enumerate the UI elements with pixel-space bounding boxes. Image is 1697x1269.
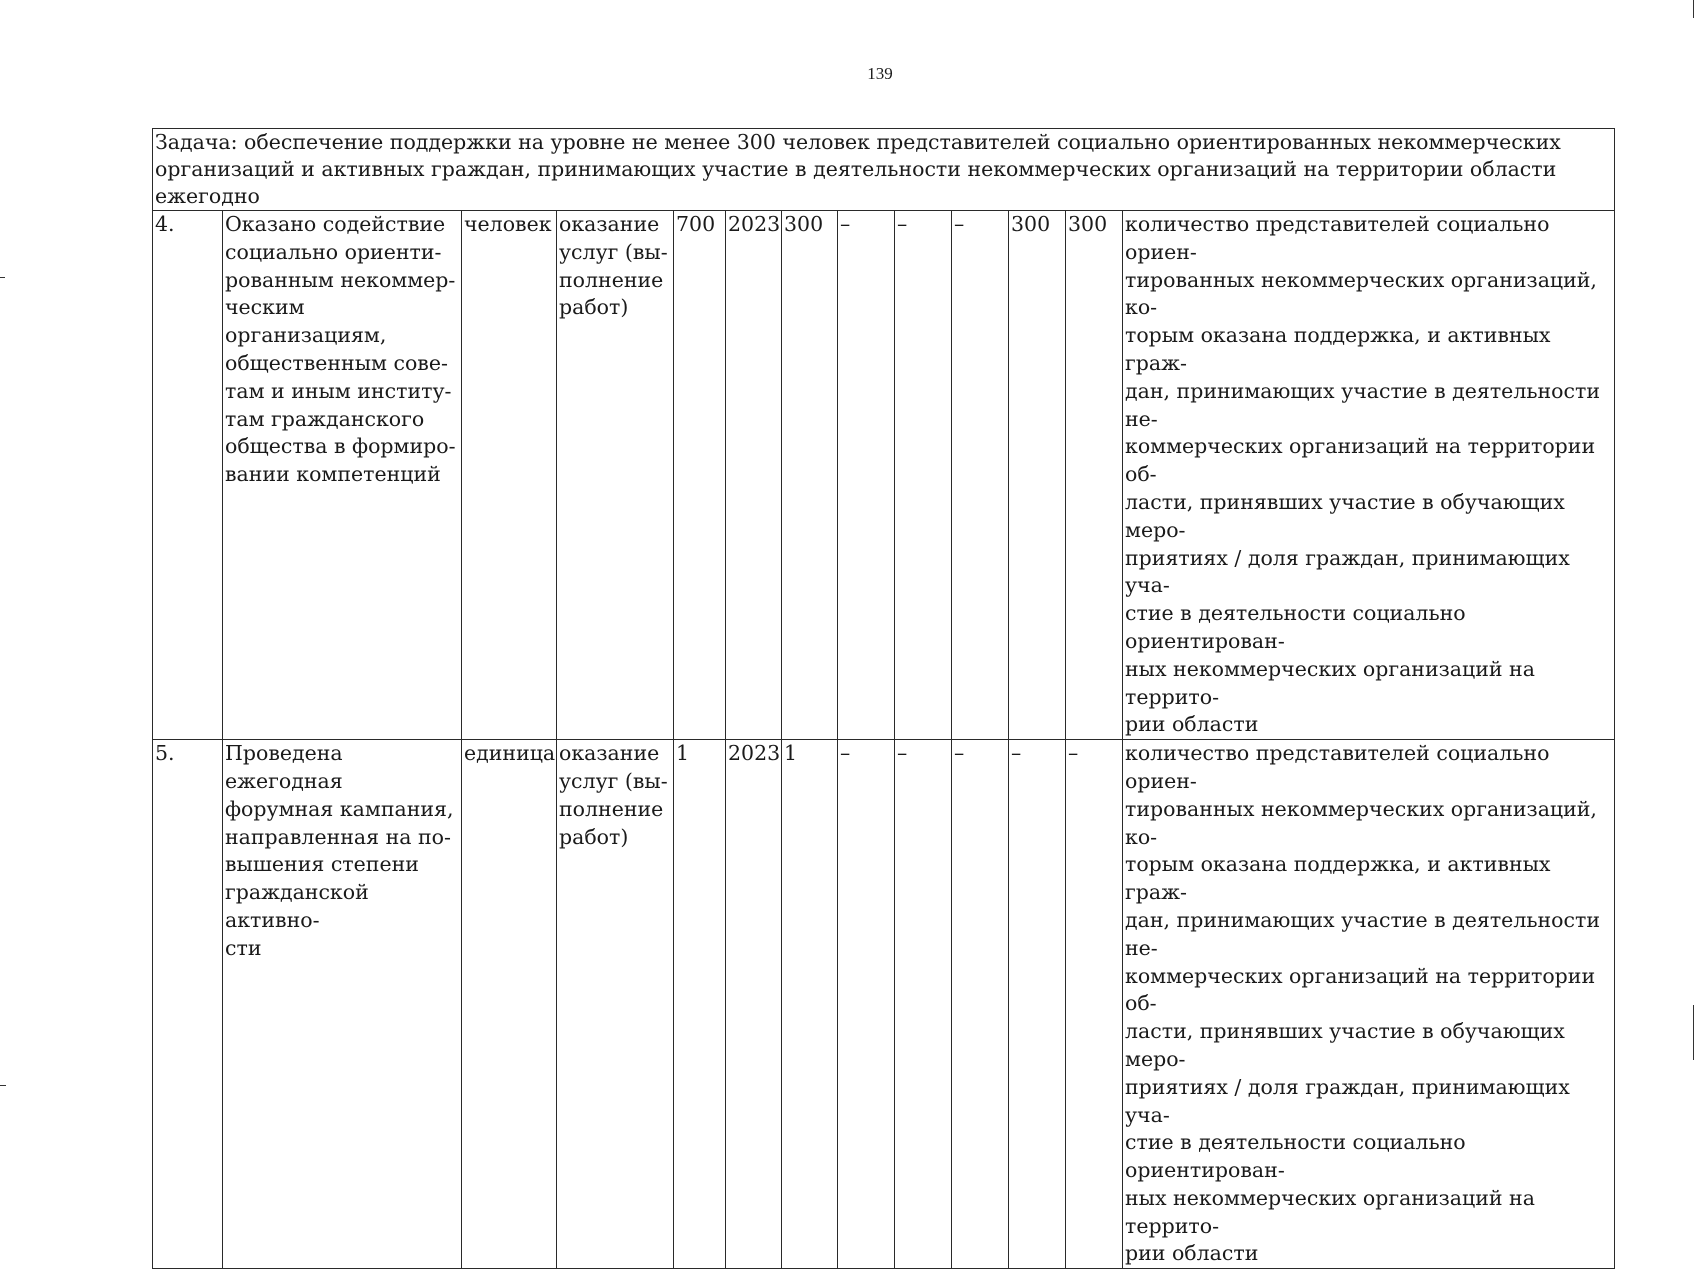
scan-mark [0, 277, 5, 278]
value-cell-1: 300 [782, 211, 838, 740]
base-value-cell: 1 [674, 740, 726, 1269]
unit-cell: человек [462, 211, 557, 740]
table-row [153, 740, 1615, 1269]
value-cell-5: 300 [1009, 211, 1066, 740]
value-cell-6: 300 [1066, 211, 1123, 740]
value-cell-2: – [838, 211, 895, 740]
indicators-table [152, 128, 1615, 1269]
description-text: количество представителей социально ориен- тированных некоммерческих организаций, ко- торым оказана поддержка, и активных граж- дан, принимающих участие в деятельности не- коммерческих организаций на территории об- ласти, принявших участие в обучающих меро- приятиях / доля граждан, принимающих уча- стие в деятельности социально ориентирован- ных некоммерческих организаций на террито- рии области [1123, 211, 1615, 740]
result-text: Оказано содействие социально ориенти- рованным некоммер- ческим организациям, общественным сове- там и иным институ- там гражданского общества в формиро- вании компетенций [223, 211, 462, 740]
result-text: Проведена ежегодная форумная кампания, направленная на по- вышения степени гражданской активно- сти [223, 740, 462, 1269]
base-year-cell: 2023 [726, 740, 782, 1269]
value-cell-1: 1 [782, 740, 838, 1269]
value-cell-2: – [838, 740, 895, 1269]
value-cell-5: – [1009, 740, 1066, 1269]
value-cell-4: – [952, 211, 1009, 740]
task-text: Задача: обеспечение поддержки на уровне не менее 300 человек представителей социально ориентированных некоммерческих организаций и активных граждан, принимающих участие в деятельности некоммерческих организаций на территории области ежегодно [153, 129, 1615, 211]
value-cell-6: – [1066, 740, 1123, 1269]
table-row [153, 211, 1615, 740]
unit-cell: единица [462, 740, 557, 1269]
base-value-cell: 700 [674, 211, 726, 740]
row-number: 4. [153, 211, 223, 740]
page-number: 139 [867, 64, 893, 83]
base-year-cell: 2023 [726, 211, 782, 740]
scan-mark [0, 1085, 6, 1086]
row-number: 5. [153, 740, 223, 1269]
description-text: количество представителей социально ориен- тированных некоммерческих организаций, ко- торым оказана поддержка, и активных граж- дан, принимающих участие в деятельности не- коммерческих организаций на территории об- ласти, принявших участие в обучающих меро- приятиях / доля граждан, принимающих уча- стие в деятельности социально ориентирован- ных некоммерческих организаций на террито- рии области [1123, 740, 1615, 1269]
value-cell-3: – [895, 211, 952, 740]
type-cell: оказание услуг (вы- полнение работ) [557, 211, 674, 740]
scan-mark [1693, 0, 1694, 18]
value-cell-4: – [952, 740, 1009, 1269]
task-row [153, 129, 1615, 211]
value-cell-3: – [895, 740, 952, 1269]
scan-mark [1693, 1005, 1694, 1060]
type-cell: оказание услуг (вы- полнение работ) [557, 740, 674, 1269]
